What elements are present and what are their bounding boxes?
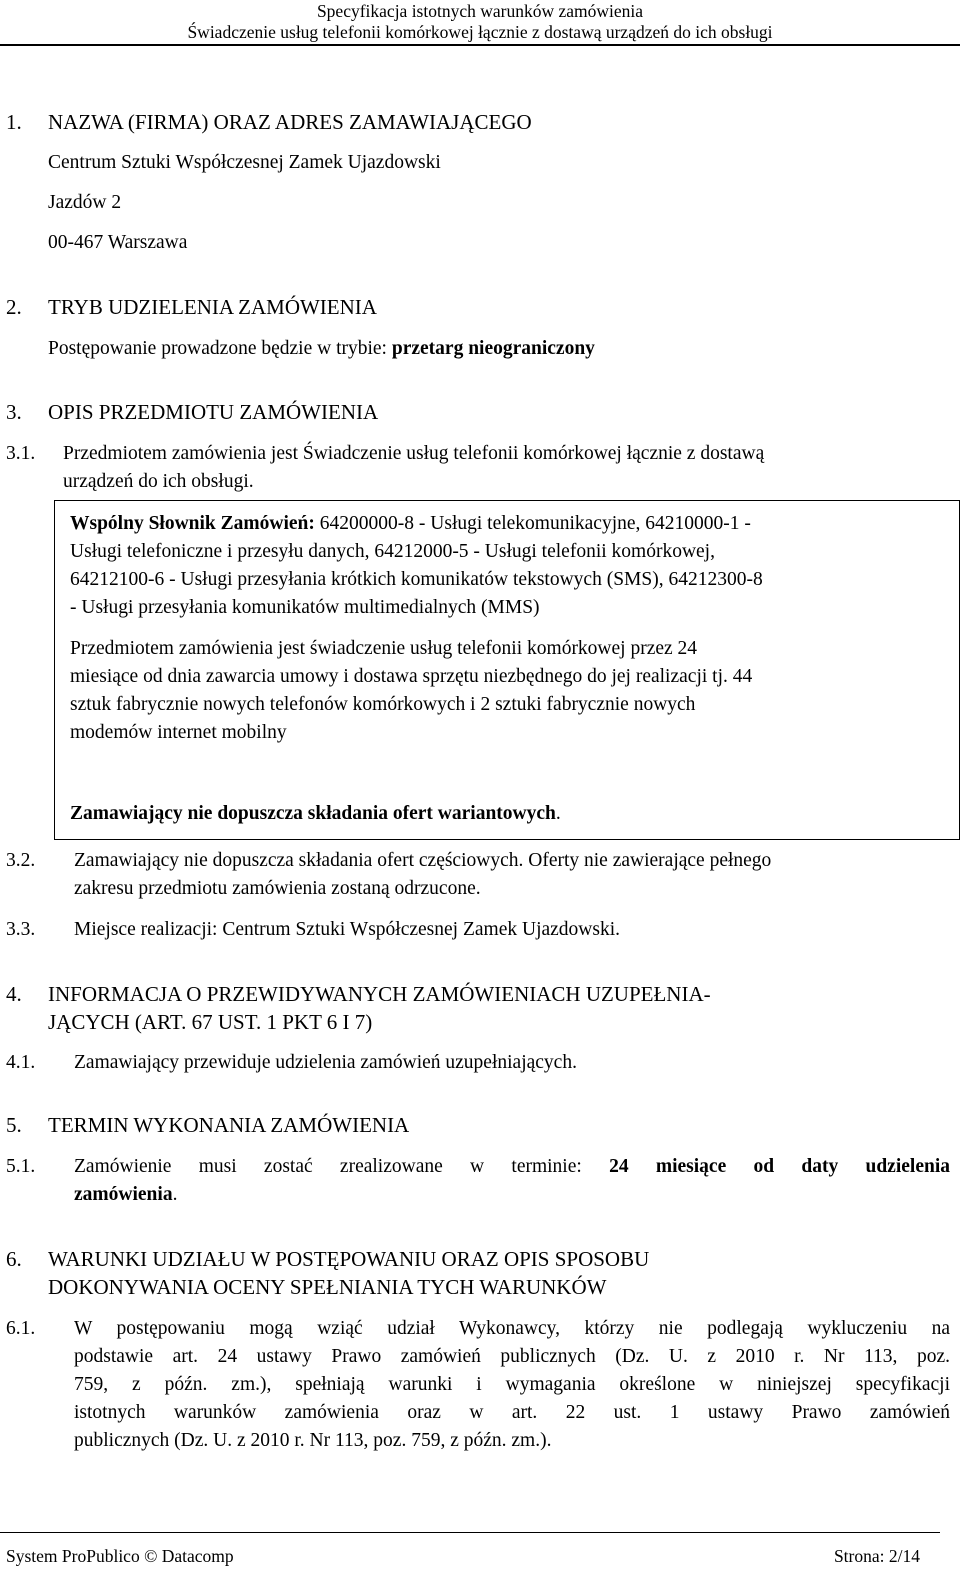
point-6-1-line5: publicznych (Dz. U. z 2010 r. Nr 113, poz. 759, z późn. zm.). bbox=[74, 1430, 552, 1451]
buyer-street: Jazdów 2 bbox=[48, 192, 122, 213]
point-5-1-number: 5.1. bbox=[6, 1156, 36, 1177]
header-subtitle: Świadczenie usług telefonii komórkowej łącznie z dostawą urządzeń do ich obsługi bbox=[187, 22, 773, 42]
section-4-title-line1: INFORMACJA O PRZEWIDYWANYCH ZAMÓWIENIACH UZUPEŁNIA- bbox=[48, 982, 711, 1006]
header-rule bbox=[0, 44, 960, 46]
point-3-2-line2: zakresu przedmiotu zamówienia zostaną odrzucone. bbox=[74, 878, 481, 899]
point-6-1-line4: istotnych warunków zamówienia oraz w art. 22 ust. 1 ustawy Prawo zamówień bbox=[74, 1402, 950, 1423]
point-3-3-number: 3.3. bbox=[6, 919, 36, 940]
section-5-number: 5. bbox=[6, 1113, 22, 1137]
point-3-2-line1: Zamawiający nie dopuszcza składania ofert częściowych. Oferty nie zawierające pełnego bbox=[74, 850, 772, 871]
section-4-number: 4. bbox=[6, 982, 22, 1006]
section-3-number: 3. bbox=[6, 400, 22, 424]
procedure-mode: przetarg nieograniczony bbox=[391, 338, 595, 359]
point-5-1-line2 bbox=[74, 1181, 177, 1209]
section-3-title: OPIS PRZEDMIOTU ZAMÓWIENIA bbox=[48, 400, 379, 424]
footer-rule bbox=[0, 1532, 940, 1533]
subject-desc-line4: modemów internet mobilny bbox=[70, 722, 287, 743]
point-6-1-number: 6.1. bbox=[6, 1318, 36, 1339]
section-6-title-line1: WARUNKI UDZIAŁU W POSTĘPOWANIU ORAZ OPIS SPOSOBU bbox=[48, 1247, 650, 1271]
variant-offers-text: Zamawiający nie dopuszcza składania ofert wariantowych bbox=[70, 803, 556, 824]
header-title: Specyfikacja istotnych warunków zamówienia bbox=[316, 1, 644, 21]
deadline-text: Zamówienie musi zostać zrealizowane w terminie: bbox=[74, 1156, 610, 1177]
point-3-2-number: 3.2. bbox=[6, 850, 36, 871]
section-1-title: NAZWA (FIRMA) ORAZ ADRES ZAMAWIAJĄCEGO bbox=[48, 110, 532, 134]
section-2-title: TRYB UDZIELENIA ZAMÓWIENIA bbox=[48, 295, 377, 319]
point-3-3-text: Miejsce realizacji: Centrum Sztuki Współczesnej Zamek Ujazdowski. bbox=[74, 919, 621, 940]
cpv-line1 bbox=[70, 510, 751, 538]
deadline-value-end: zamówienia bbox=[74, 1184, 173, 1205]
subject-desc-line3: sztuk fabrycznie nowych telefonów komórkowych i 2 sztuki fabrycznie nowych bbox=[70, 694, 696, 715]
buyer-city: 00-467 Warszawa bbox=[48, 232, 188, 253]
page-number: Strona: 2/14 bbox=[833, 1546, 920, 1566]
point-3-1-line2: urządzeń do ich obsługi. bbox=[63, 471, 254, 492]
cpv-line4: - Usługi przesyłania komunikatów multimedialnych (MMS) bbox=[70, 597, 540, 618]
section-6-title-line2: DOKONYWANIA OCENY SPEŁNIANIA TYCH WARUNKÓW bbox=[48, 1275, 607, 1299]
cpv-codes-1: 64200000-8 - Usługi telekomunikacyjne, 64210000-1 - bbox=[314, 513, 751, 534]
variant-offers-note bbox=[70, 800, 561, 828]
point-4-1-number: 4.1. bbox=[6, 1052, 36, 1073]
variant-offers-dot: . bbox=[555, 803, 561, 824]
section-5-title: TERMIN WYKONANIA ZAMÓWIENIA bbox=[48, 1113, 410, 1137]
procedure-text bbox=[48, 335, 595, 363]
point-3-1-line1: Przedmiotem zamówienia jest Świadczenie usług telefonii komórkowej łącznie z dostawą bbox=[63, 443, 765, 464]
point-6-1-line3: 759, z późn. zm.), spełniają warunki i wymagania określone w niniejszej specyfikacji bbox=[74, 1374, 950, 1395]
section-4-title-line2: JĄCYCH (ART. 67 UST. 1 PKT 6 I 7) bbox=[48, 1010, 373, 1034]
procedure-label: Postępowanie prowadzone będzie w trybie: bbox=[48, 338, 392, 359]
cpv-line2: Usługi telefoniczne i przesyłu danych, 64212000-5 - Usługi telefonii komórkowej, bbox=[70, 541, 715, 562]
cpv-line3: 64212100-6 - Usługi przesyłania krótkich komunikatów tekstowych (SMS), 64212300-8 bbox=[70, 569, 763, 590]
deadline-dot: . bbox=[172, 1184, 178, 1205]
deadline-value: 24 miesiące od daty udzielenia bbox=[609, 1156, 950, 1177]
footer-left: System ProPublico © Datacomp bbox=[6, 1546, 234, 1566]
subject-desc-line2: miesiące od dnia zawarcia umowy i dostawa sprzętu niezbędnego do jej realizacji tj. 44 bbox=[70, 666, 753, 687]
point-6-1-line2: podstawie art. 24 ustawy Prawo zamówień publicznych (Dz. U. z 2010 r. Nr 113, poz. bbox=[74, 1346, 950, 1367]
point-4-1-text: Zamawiający przewiduje udzielenia zamówień uzupełniających. bbox=[74, 1052, 577, 1073]
subject-desc-line1: Przedmiotem zamówienia jest świadczenie usług telefonii komórkowej przez 24 bbox=[70, 638, 698, 659]
section-1-number: 1. bbox=[6, 110, 22, 134]
section-6-number: 6. bbox=[6, 1247, 22, 1271]
cpv-label: Wspólny Słownik Zamówień: bbox=[70, 513, 315, 534]
point-5-1-line1 bbox=[74, 1153, 950, 1181]
buyer-name: Centrum Sztuki Współczesnej Zamek Ujazdowski bbox=[48, 152, 441, 173]
point-3-1-number: 3.1. bbox=[6, 443, 36, 464]
point-6-1-line1: W postępowaniu mogą wziąć udział Wykonawcy, którzy nie podlegają wykluczeniu na bbox=[74, 1318, 950, 1339]
section-2-number: 2. bbox=[6, 295, 22, 319]
